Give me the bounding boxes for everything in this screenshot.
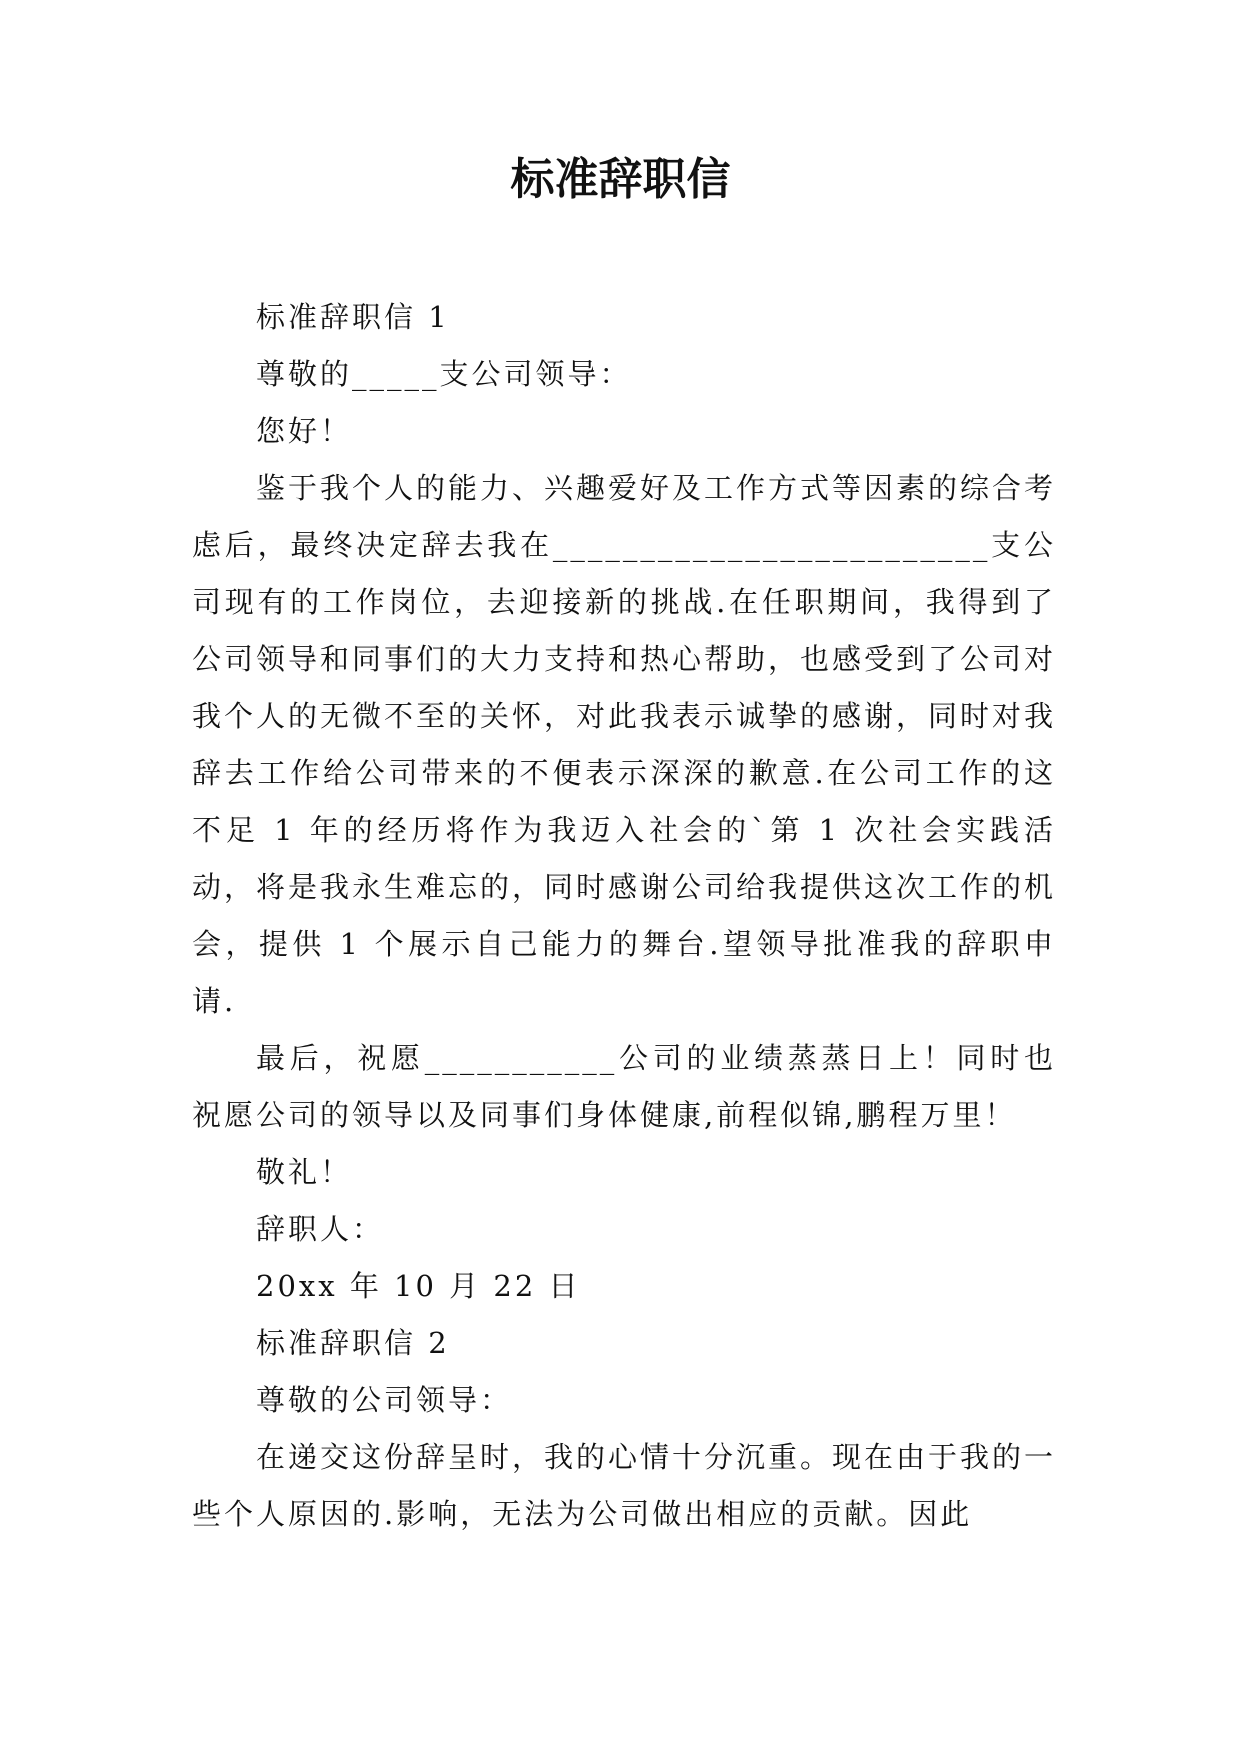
letter1-heading: 标准辞职信 1 [256,300,450,334]
letter1-signatory: 辞职人： [256,1212,385,1246]
letter1-regards: 敬礼！ [256,1155,353,1189]
letter1-greeting: 您好！ [256,414,353,448]
document-title: 标准辞职信 [510,154,731,205]
letter2-salutation: 尊敬的公司领导： [256,1383,513,1417]
document-body [192,289,1056,1543]
letter2-body-paragraph: 在递交这份辞呈时，我的心情十分沉重。现在由于我的一些个人原因的.影响，无法为公司做出相应的贡献。因此 [192,1440,1057,1531]
letter1-date: 20xx 年 10 月 22 日 [256,1269,581,1303]
letter1-salutation: 尊敬的_____支公司领导： [256,357,632,391]
letter1-closing-wishes: 最后，祝愿___________公司的业绩蒸蒸日上！同时也祝愿公司的领导以及同事们身体健康,前程似锦,鹏程万里！ [192,1041,1056,1132]
letter1-body-paragraph: 鉴于我个人的能力、兴趣爱好及工作方式等因素的综合考虑后，最终决定辞去我在_________________________支公司现有的工作岗位，去迎接新的挑战.在任职期间，我得到了公司领导和同事们的大力支持和热心帮助，也感受到了公司对我个人的无微不至的关怀，对此我表示诚挚的感谢，同时对我辞去工作给公司带来的不便表示深深的歉意.在公司工作的这不足 1 年的经历将作为我迈入社会的`第 1 次社会实践活动，将是我永生难忘的，同时感谢公司给我提供这次工作的机会，提供 1 个展示自己能力的舞台.望领导批准我的辞职申请. [192,471,1057,1018]
letter2-heading: 标准辞职信 2 [256,1326,450,1360]
